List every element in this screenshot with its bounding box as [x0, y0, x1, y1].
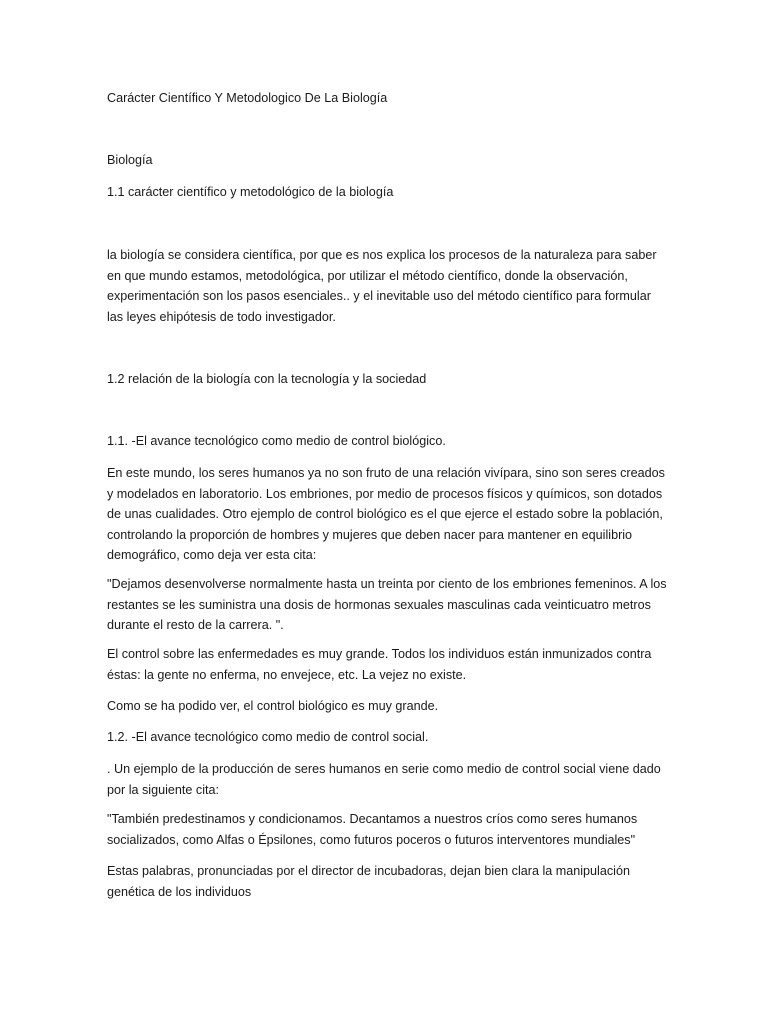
heading-biologia: Biología — [107, 153, 153, 167]
paragraph-5: . Un ejemplo de la producción de seres humanos en serie como medio de control social viene dado por la siguiente cita: — [107, 762, 661, 797]
paragraph-1: la biología se considera científica, por que es nos explica los procesos de la naturaleza para saber en que mundo estamos, metodológica, por utilizar el método científico, donde la observación, experimentación son los pasos esenciales.. y el inevitable uso del método científico para formular las leyes ehipótesis de todo investigador. — [107, 248, 657, 324]
heading-1-1-control-biologico: 1.1. -El avance tecnológico como medio de control biológico. — [107, 434, 446, 448]
paragraph-3: El control sobre las enfermedades es muy grande. Todos los individuos están inmunizados contra éstas: la gente no enferma, no envejece, etc. La vejez no existe. — [107, 647, 652, 682]
paragraph-6: Estas palabras, pronunciadas por el director de incubadoras, dejan bien clara la manipulación genética de los individuos — [107, 864, 630, 899]
heading-1-1: 1.1 carácter científico y metodológico de la biología — [107, 185, 394, 199]
heading-1-2-control-social: 1.2. -El avance tecnológico como medio de control social. — [107, 730, 429, 744]
quote-2: "También predestinamos y condicionamos. Decantamos a nuestros críos como seres humanos socializados, como Alfas o Épsilones, como futuros poceros o futuros interventores mundiales" — [107, 812, 638, 847]
heading-1-2: 1.2 relación de la biología con la tecnología y la sociedad — [107, 372, 427, 386]
paragraph-4: Como se ha podido ver, el control biológico es muy grande. — [107, 699, 439, 713]
quote-1: "Dejamos desenvolverse normalmente hasta un treinta por ciento de los embriones femeninos. A los restantes se les suministra una dosis de hormonas sexuales masculinas cada veinticuatro metros durante el resto de la carrera. ". — [107, 577, 667, 632]
paragraph-2: En este mundo, los seres humanos ya no son fruto de una relación vivípara, sino son seres creados y modelados en laboratorio. Los embriones, por medio de procesos físicos y químicos, son dotados de unas cualidades. Otro ejemplo de control biológico es el que ejerce el estado sobre la población, controlando la proporción de hombres y mujeres que deben nacer para mantener en equilibrio demográfico, como deja ver esta cita: — [107, 466, 665, 562]
document-title: Carácter Científico Y Metodologico De La Biología — [107, 91, 388, 105]
